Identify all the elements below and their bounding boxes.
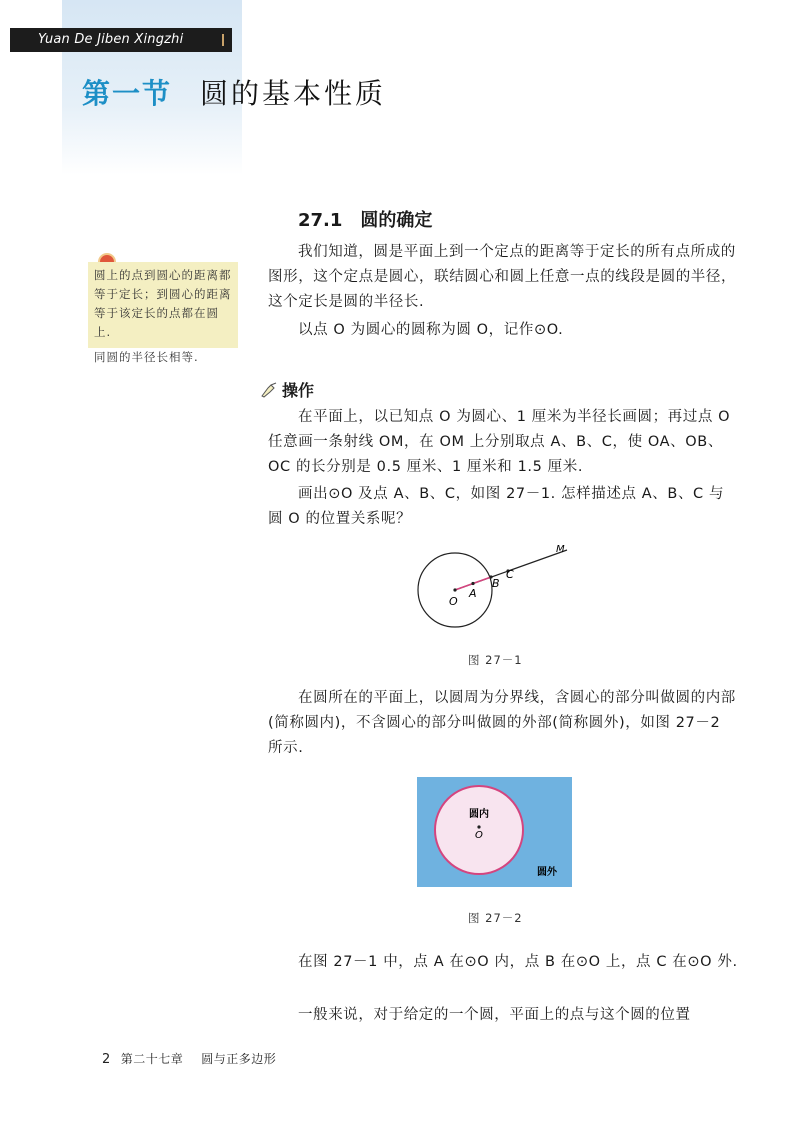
intro-paragraph-1 [268,240,738,315]
operation-paragraph-1 [268,405,738,480]
sidebar-note [88,262,238,367]
sidebar-note-text: 圆上的点到圆心的距离都等于定长；到圆心的距离等于该定长的点都在圆上. [88,262,238,348]
center-label: O [475,830,483,841]
operation-heading [260,378,314,401]
pinyin-bar [10,28,232,52]
intro-paragraph-2 [268,318,738,343]
operation-title: 操作 [282,381,315,400]
page-footer [102,1050,276,1067]
label-b: B [492,577,500,590]
chapter-title: 圆与正多边形 [201,1052,277,1066]
page-number: 2 [102,1052,111,1067]
subsection-title: 圆的确定 [360,210,433,231]
label-c: C [506,568,514,581]
bar-tick [222,34,224,46]
subsection-number: 27.1 [298,210,343,231]
paragraph-interior-exterior-text: 在圆所在的平面上，以圆周为分界线，含圆心的部分叫做圆的内部(简称圆内)，不含圆心的部分叫做圆的外部(简称圆外)，如图 27－2 所示. [268,690,736,756]
section-number: 第一节 [82,77,173,110]
intro-text-1: 我们知道，圆是平面上到一个定点的距离等于定长的所有点所成的图形，这个定点是圆心，联结圆心和圆上任意一点的线段是圆的半径，这个定长是圆的半径长. [268,244,737,310]
paragraph-example-text: 在图 27－1 中，点 A 在⊙O 内，点 B 在⊙O 上，点 C 在⊙O 外. [298,954,738,970]
paragraph-general [268,1003,738,1028]
paragraph-interior-exterior [268,686,738,761]
point-a [471,582,474,585]
subsection-heading [298,206,432,232]
paragraph-general-text: 一般来说，对于给定的一个圆，平面上的点与这个圆的位置 [298,1007,691,1023]
point-o [453,588,456,591]
intro-text-2: 以点 O 为圆心的圆称为圆 O，记作⊙O. [298,322,564,338]
inside-label: 圆内 [469,809,489,820]
section-title: 圆的基本性质 [200,77,387,110]
figure-27-1 [405,540,585,640]
operation-text-1: 在平面上，以已知点 O 为圆心、1 厘米为半径长画圆；再过点 O 任意画一条射线 OM，在 OM 上分别取点 A、B、C，使 OA、OB、OC 的长分别是 0.5 厘米、1 厘米和 1.5 厘米. [268,409,731,475]
outside-label: 圆外 [537,867,557,878]
center-point [477,825,480,828]
label-o: O [449,595,458,608]
operation-paragraph-2 [268,482,738,532]
operation-text-2: 画出⊙O 及点 A、B、C，如图 27－1. 怎样描述点 A、B、C 与圆 O 的位置关系呢？ [268,486,725,527]
pinyin-title: Yuan De Jiben Xingzhi [38,32,184,47]
figure-27-2 [417,777,572,887]
label-m: M [556,544,565,555]
hand-pen-icon [260,382,278,398]
figure-27-2-caption: 图 27－2 [468,911,523,925]
sidebar-note-extra: 同圆的半径长相等. [94,350,199,364]
chapter-label: 第二十七章 [120,1052,184,1066]
figure-27-1-caption: 图 27－1 [468,653,523,667]
label-a: A [469,587,477,600]
paragraph-example [268,950,738,975]
